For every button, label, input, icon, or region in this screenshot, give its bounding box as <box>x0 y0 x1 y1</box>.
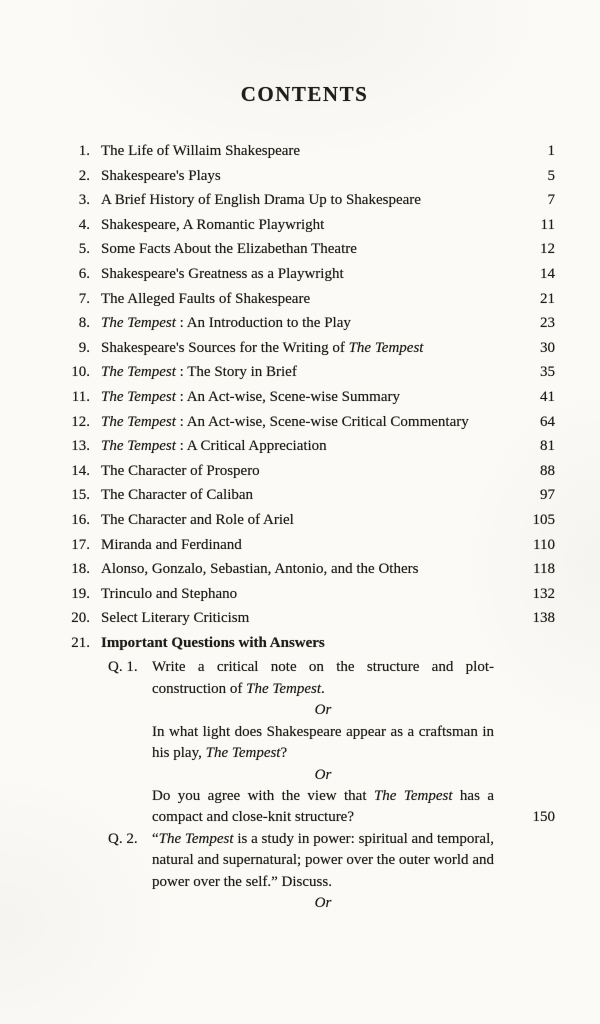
toc-item-page-number: 81 <box>540 438 555 455</box>
toc-list <box>54 139 555 655</box>
toc-item <box>54 410 555 435</box>
question <box>108 657 555 828</box>
toc-item-number: 20. <box>71 610 90 627</box>
text-segment: Write a critical note on the structure and plot-construction of <box>152 659 494 697</box>
toc-item-number: 2. <box>78 167 90 184</box>
toc-item <box>54 360 555 385</box>
toc-item <box>54 213 555 238</box>
toc-item-title <box>90 483 511 508</box>
toc-item-title <box>90 582 511 607</box>
toc-item-page-number: 118 <box>533 561 555 578</box>
text-segment: Shakespeare's Plays <box>101 167 221 184</box>
toc-item-title <box>90 606 511 631</box>
toc-item-page-number: 5 <box>547 167 555 184</box>
toc-item <box>54 262 555 287</box>
text-segment: ? <box>280 745 288 762</box>
text-segment: : The Story in Brief <box>175 364 297 381</box>
text-segment: : An Act-wise, Scene-wise Summary <box>175 388 401 405</box>
toc-item <box>54 508 555 533</box>
toc-item-page-number: 11 <box>540 216 555 233</box>
text-segment: The Tempest <box>101 364 176 381</box>
toc-item-page-number: 138 <box>532 610 555 627</box>
toc-item-number: 21. <box>71 634 90 651</box>
or-separator: Or <box>314 894 332 911</box>
toc-item-page-number: 41 <box>540 388 555 405</box>
toc-item-number: 11. <box>71 388 90 405</box>
toc-item <box>54 631 555 656</box>
toc-item <box>54 459 555 484</box>
text-segment: : An Introduction to the Play <box>175 315 351 332</box>
toc-item <box>54 237 555 262</box>
text-segment: . <box>321 680 325 697</box>
text-segment: : An Act-wise, Scene-wise Critical Commentary <box>175 413 469 430</box>
text-segment: Shakespeare's Sources for the Writing of <box>101 339 349 356</box>
toc-item-page-number: 30 <box>540 339 555 356</box>
question-label: Q. 2. <box>108 830 138 847</box>
text-segment: Trinculo and Stephano <box>101 585 238 602</box>
toc-item-title <box>90 139 511 164</box>
toc-item-page-number: 97 <box>540 487 555 504</box>
toc-item-title <box>90 410 511 435</box>
toc-item-number: 6. <box>78 265 90 282</box>
toc-item-number: 14. <box>71 462 90 479</box>
toc-item-title <box>90 213 511 238</box>
toc-item <box>54 311 555 336</box>
text-segment: The Tempest <box>348 339 424 356</box>
text-segment: The Tempest <box>101 315 176 332</box>
text-segment: : A Critical Appreciation <box>175 438 327 455</box>
text-segment: Shakespeare's Greatness as a Playwright <box>101 265 344 282</box>
toc-item-number: 9. <box>78 339 90 356</box>
text-segment: The Tempest <box>101 413 176 430</box>
toc-item-number: 7. <box>78 290 90 307</box>
toc-item-number: 18. <box>71 561 90 578</box>
toc-item <box>54 606 555 631</box>
text-segment: The Tempest <box>101 438 176 455</box>
toc-item-number: 3. <box>78 192 90 209</box>
text-segment: Important Questions with Answers <box>101 634 325 651</box>
text-segment: Shakespeare, A Romantic Playwright <box>101 216 325 233</box>
toc-item-page-number: 1 <box>547 143 555 159</box>
question-paragraph <box>152 829 494 893</box>
text-segment: A Brief History of English Drama Up to Shakespeare <box>101 192 421 209</box>
toc-item <box>54 533 555 558</box>
toc-item <box>54 385 555 410</box>
page-title: CONTENTS <box>240 82 369 106</box>
toc-item <box>54 139 555 164</box>
text-segment: The Character of Prospero <box>101 462 260 479</box>
toc-item-title <box>90 287 511 312</box>
text-segment: The Tempest <box>158 830 234 847</box>
toc-item <box>54 483 555 508</box>
toc-item-number: 13. <box>71 438 90 455</box>
toc-item-page-number: 88 <box>540 462 555 479</box>
toc-item-title <box>90 336 511 361</box>
toc-item-title <box>90 533 511 558</box>
text-segment: The Tempest <box>246 680 322 697</box>
toc-item-title <box>90 557 511 582</box>
text-segment: The Life of Willaim Shakespeare <box>101 143 301 159</box>
text-segment: The Alleged Faults of Shakespeare <box>101 290 311 307</box>
text-segment: Some Facts About the Elizabethan Theatre <box>101 241 357 258</box>
question-paragraph <box>152 657 494 700</box>
toc-item-number: 8. <box>78 315 90 332</box>
toc-item-page-number: 132 <box>532 585 555 602</box>
toc-item <box>54 164 555 189</box>
toc-item-title <box>90 631 511 656</box>
toc-item-page-number: 12 <box>540 241 555 258</box>
toc-item-number: 5. <box>78 241 90 258</box>
toc-item-title <box>90 188 511 213</box>
or-separator: Or <box>314 766 332 783</box>
text-segment: The Character and Role of Ariel <box>101 511 294 528</box>
toc-item-page-number: 35 <box>540 364 555 381</box>
toc-item <box>54 434 555 459</box>
question-label: Q. 1. <box>108 659 138 676</box>
text-segment: Miranda and Ferdinand <box>101 536 242 553</box>
text-segment: Alonso, Gonzalo, Sebastian, Antonio, and the Others <box>101 561 419 578</box>
text-segment: “ <box>152 830 159 847</box>
toc-item-title <box>90 508 511 533</box>
toc-item-number: 19. <box>71 585 90 602</box>
toc-item <box>54 336 555 361</box>
toc-item <box>54 582 555 607</box>
toc-item-page-number: 14 <box>540 265 555 282</box>
or-separator: Or <box>314 702 332 719</box>
text-segment: The Tempest <box>101 388 176 405</box>
question-paragraph <box>152 786 555 829</box>
questions-section <box>108 657 555 914</box>
toc-item-title <box>90 434 511 459</box>
toc-item-number: 17. <box>71 536 90 553</box>
text-segment: The Character of Caliban <box>101 487 254 504</box>
toc-item-title <box>90 459 511 484</box>
toc-item-number: 15. <box>71 487 90 504</box>
toc-item-page-number: 64 <box>540 413 555 430</box>
toc-item-title <box>90 385 511 410</box>
text-segment: is a study in power: spiritual and temporal, natural and supernatural; power over the outer world and power over the self.” Discuss. <box>152 830 495 890</box>
toc-item-number: 1. <box>78 143 90 159</box>
question-page-number: 150 <box>532 809 555 826</box>
text-segment: In what light does Shakespeare appear as a craftsman in his play, <box>152 723 494 762</box>
text-segment: has a compact and close-knit structure? <box>152 787 494 826</box>
text-segment: The Tempest <box>373 787 453 804</box>
toc-item <box>54 557 555 582</box>
question-paragraph <box>152 722 494 765</box>
toc-item-page-number: 105 <box>532 511 555 528</box>
toc-item-page-number: 7 <box>547 192 555 209</box>
question-content <box>152 829 494 915</box>
toc-item-title <box>90 360 511 385</box>
text-segment: Select Literary Criticism <box>101 610 250 627</box>
toc-item-page-number: 110 <box>533 536 555 553</box>
question <box>108 829 555 915</box>
question-content <box>152 657 555 828</box>
toc-item-number: 12. <box>71 413 90 430</box>
toc-item <box>54 287 555 312</box>
toc-item-page-number: 21 <box>540 290 555 307</box>
text-segment: The Tempest <box>205 745 281 762</box>
toc-item-title <box>90 262 511 287</box>
toc-item-number: 4. <box>78 216 90 233</box>
toc-item <box>54 188 555 213</box>
toc-item-title <box>90 237 511 262</box>
text-segment: Do you agree with the view that <box>152 787 374 804</box>
toc-item-number: 10. <box>71 364 90 381</box>
toc-item-number: 16. <box>71 511 90 528</box>
toc-item-title <box>90 164 511 189</box>
toc-item-title <box>90 311 511 336</box>
toc-item-page-number: 23 <box>540 315 555 332</box>
